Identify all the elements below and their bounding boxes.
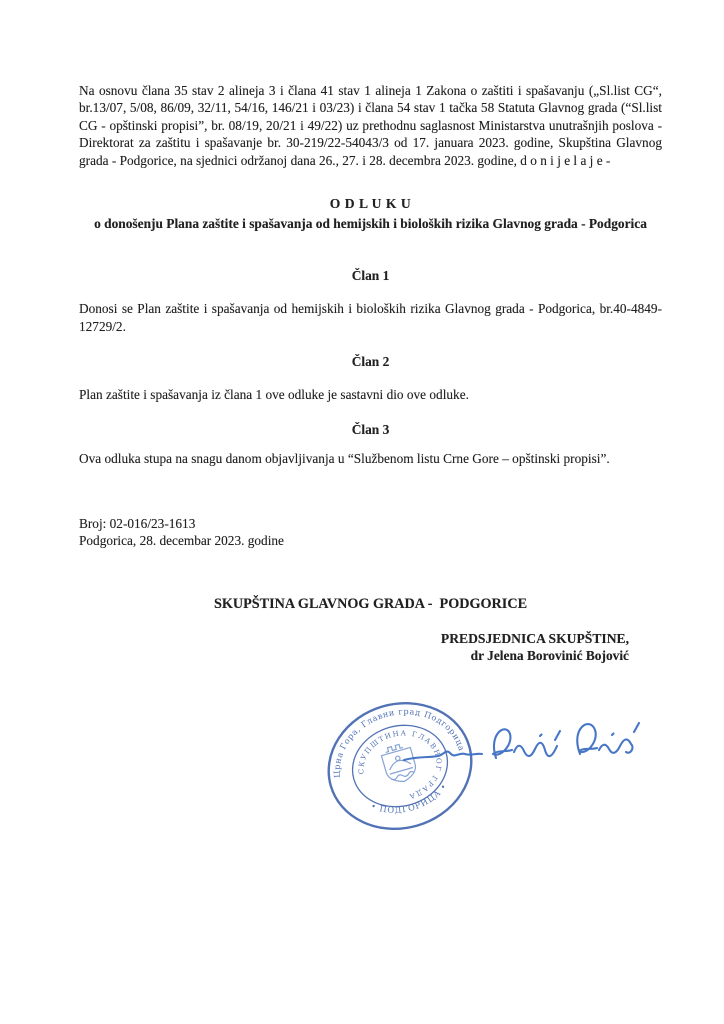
stamp-inner-text: СКУПШТИНА ГЛАВНОГ ГРАДА [357,729,443,801]
decision-subtitle: o donošenju Plana zaštite i spašavanja od hemijskih i bioloških rizika Glavnog grada - Podgorica [94,216,647,232]
article-1-heading: Član 1 [351,267,390,283]
place-date-line: Podgorica, 28. decembar 2023. godine [79,533,284,549]
signer-name: dr Jelena Borovinić Bojović [470,648,629,664]
stamp-outer-text: Црна Гора, Главни град Подгорица [331,706,468,779]
reference-block [79,515,662,550]
decision-title: O D L U K U [329,196,412,212]
stamp-bottom-text: • ПОДГОРИЦА • [369,780,450,815]
issuer-line: SKUPŠTINA GLAVNOG GRADA - PODGORICE [213,595,528,612]
document-content [79,82,662,665]
reference-number: Broj: 02-016/23-1613 [79,515,196,531]
article-1-body: Donosi se Plan zaštite i spašavanja od hemijskih i bioloških rizika Glavnog grada - Podgorica, br.40-4849-12729/2. [79,301,662,334]
intro-paragraph: Na osnovu člana 35 stav 2 alineja 3 i člana 41 stav 1 alineja 1 Zakona o zaštiti i spašavanju („Sl.list CG“, br.13/07, 5/08, 86/09, 32/11, 54/16, 146/21 i 03/23) i člana 54 stav 1 tačka 58 Statuta Glavnog grada (“Sl.list CG - opštinski propisi”, br. 08/19, 20/21 i 49/22) uz prethodnu saglasnost Ministarstva unutrašnjih poslova - Direktorat za zaštitu i spašavanje br. 30-219/22-54043/3 od 17. januara 2023. godine, Skupština Glavnog grada - Podgorice, na sjednici održanoj dana 26., 27. i 28. decembra 2023. godine, d o n i j e l a j e - [79,83,662,168]
article-3-heading: Član 3 [351,421,390,437]
signer-title: PREDSJEDNICA SKUPŠTINE, [440,630,629,646]
article-2-body: Plan zaštite i spašavanja iz člana 1 ove odluke je sastavni dio ove odluke. [79,387,469,403]
article-3-body: Ova odluka stupa na snagu danom objavljivanja u “Službenom listu Crne Gore – opštinski propisi”. [79,451,610,467]
signature-block [79,630,662,665]
signature-strokes [404,723,639,760]
signature [398,708,650,788]
article-2-heading: Član 2 [351,354,390,370]
